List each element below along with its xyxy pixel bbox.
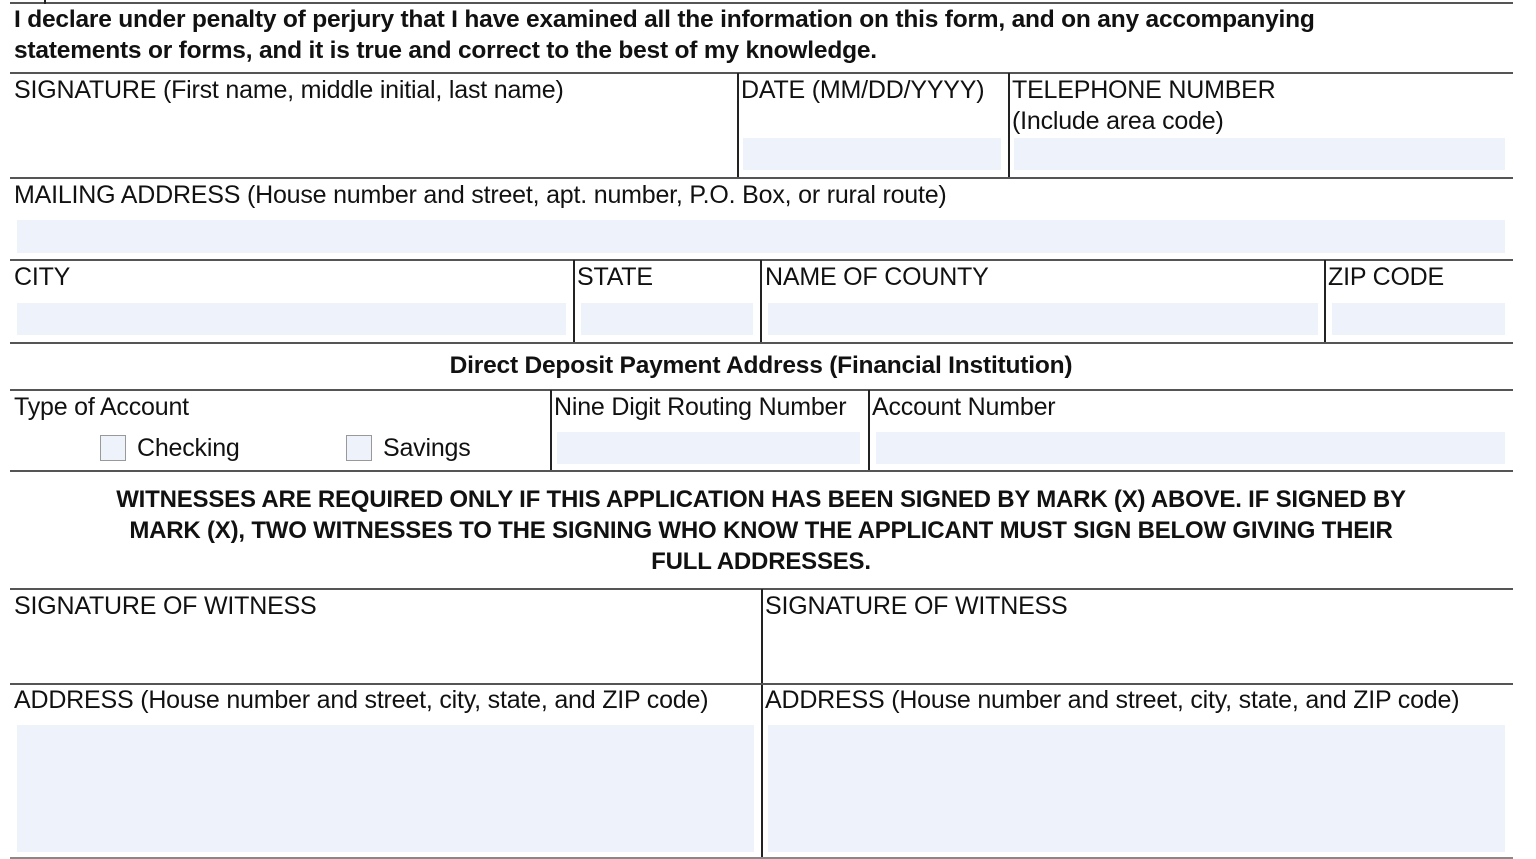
divider-witnesses bbox=[761, 589, 763, 859]
divider-routing-account bbox=[868, 390, 870, 471]
county-label: NAME OF COUNTY bbox=[765, 263, 989, 291]
witness-2-signature-label: SIGNATURE OF WITNESS bbox=[765, 592, 1068, 620]
divider-state-county bbox=[760, 260, 762, 343]
witness-2-address-label: ADDRESS (House number and street, city, state, and ZIP code) bbox=[765, 686, 1460, 714]
top-rule bbox=[10, 2, 1513, 4]
savings-checkbox[interactable] bbox=[346, 435, 372, 461]
date-label: DATE (MM/DD/YYYY) bbox=[741, 76, 985, 104]
zip-label: ZIP CODE bbox=[1328, 263, 1445, 291]
account-type-label: Type of Account bbox=[14, 393, 189, 421]
checking-checkbox[interactable] bbox=[100, 435, 126, 461]
telephone-input[interactable] bbox=[1014, 138, 1505, 170]
routing-label: Nine Digit Routing Number bbox=[554, 393, 847, 421]
mailing-address-input[interactable] bbox=[17, 220, 1505, 253]
divider-sig-date bbox=[737, 73, 739, 178]
date-input[interactable] bbox=[743, 138, 1001, 170]
rule-witness-notice-top bbox=[10, 470, 1513, 472]
witness-notice-line-3: FULL ADDRESSES. bbox=[651, 548, 871, 575]
rule-mailing-top bbox=[10, 177, 1513, 179]
witness-notice-line-1: WITNESSES ARE REQUIRED ONLY IF THIS APPLICATION HAS BEEN SIGNED BY MARK (X) ABOVE. IF SIGNED BY bbox=[116, 486, 1406, 513]
mailing-address-label: MAILING ADDRESS (House number and street, apt. number, P.O. Box, or rural route) bbox=[14, 181, 947, 209]
direct-deposit-heading: Direct Deposit Payment Address (Financial Institution) bbox=[449, 352, 1073, 379]
signature-label: SIGNATURE (First name, middle initial, last name) bbox=[14, 76, 564, 104]
witness-2-address-input[interactable] bbox=[768, 725, 1505, 852]
witness-1-signature-label: SIGNATURE OF WITNESS bbox=[14, 592, 317, 620]
rule-account-top bbox=[10, 389, 1513, 391]
telephone-label: TELEPHONE NUMBER bbox=[1012, 76, 1276, 104]
declaration-line-1: I declare under penalty of perjury that I have examined all the information on this form, and on any accompanying bbox=[14, 6, 1315, 33]
rule-deposit-top bbox=[10, 342, 1513, 344]
state-input[interactable] bbox=[581, 303, 753, 335]
zip-input[interactable] bbox=[1332, 303, 1505, 335]
witness-1-address-input[interactable] bbox=[17, 725, 754, 852]
declaration-line-2: statements or forms, and it is true and correct to the best of my knowledge. bbox=[14, 37, 877, 64]
rule-bottom bbox=[10, 857, 1513, 859]
savings-label: Savings bbox=[383, 434, 471, 462]
checking-label: Checking bbox=[137, 434, 240, 462]
divider-county-zip bbox=[1324, 260, 1326, 343]
top-tick bbox=[44, 0, 46, 4]
witness-notice-line-2: MARK (X), TWO WITNESSES TO THE SIGNING WHO KNOW THE APPLICANT MUST SIGN BELOW GIVING THEIR bbox=[129, 517, 1393, 544]
divider-city-state bbox=[573, 260, 575, 343]
rule-signature-top bbox=[10, 72, 1513, 74]
telephone-sublabel: (Include area code) bbox=[1012, 107, 1224, 135]
city-input[interactable] bbox=[17, 303, 566, 335]
state-label: STATE bbox=[577, 263, 653, 291]
rule-witness-address-top bbox=[10, 683, 1513, 685]
routing-number-input[interactable] bbox=[557, 432, 860, 464]
divider-type-routing bbox=[550, 390, 552, 471]
rule-city-top bbox=[10, 259, 1513, 261]
city-label: CITY bbox=[14, 263, 71, 291]
divider-date-phone bbox=[1008, 73, 1010, 178]
county-input[interactable] bbox=[768, 303, 1318, 335]
witness-1-address-label: ADDRESS (House number and street, city, state, and ZIP code) bbox=[14, 686, 709, 714]
account-number-input[interactable] bbox=[876, 432, 1505, 464]
account-number-label: Account Number bbox=[872, 393, 1056, 421]
